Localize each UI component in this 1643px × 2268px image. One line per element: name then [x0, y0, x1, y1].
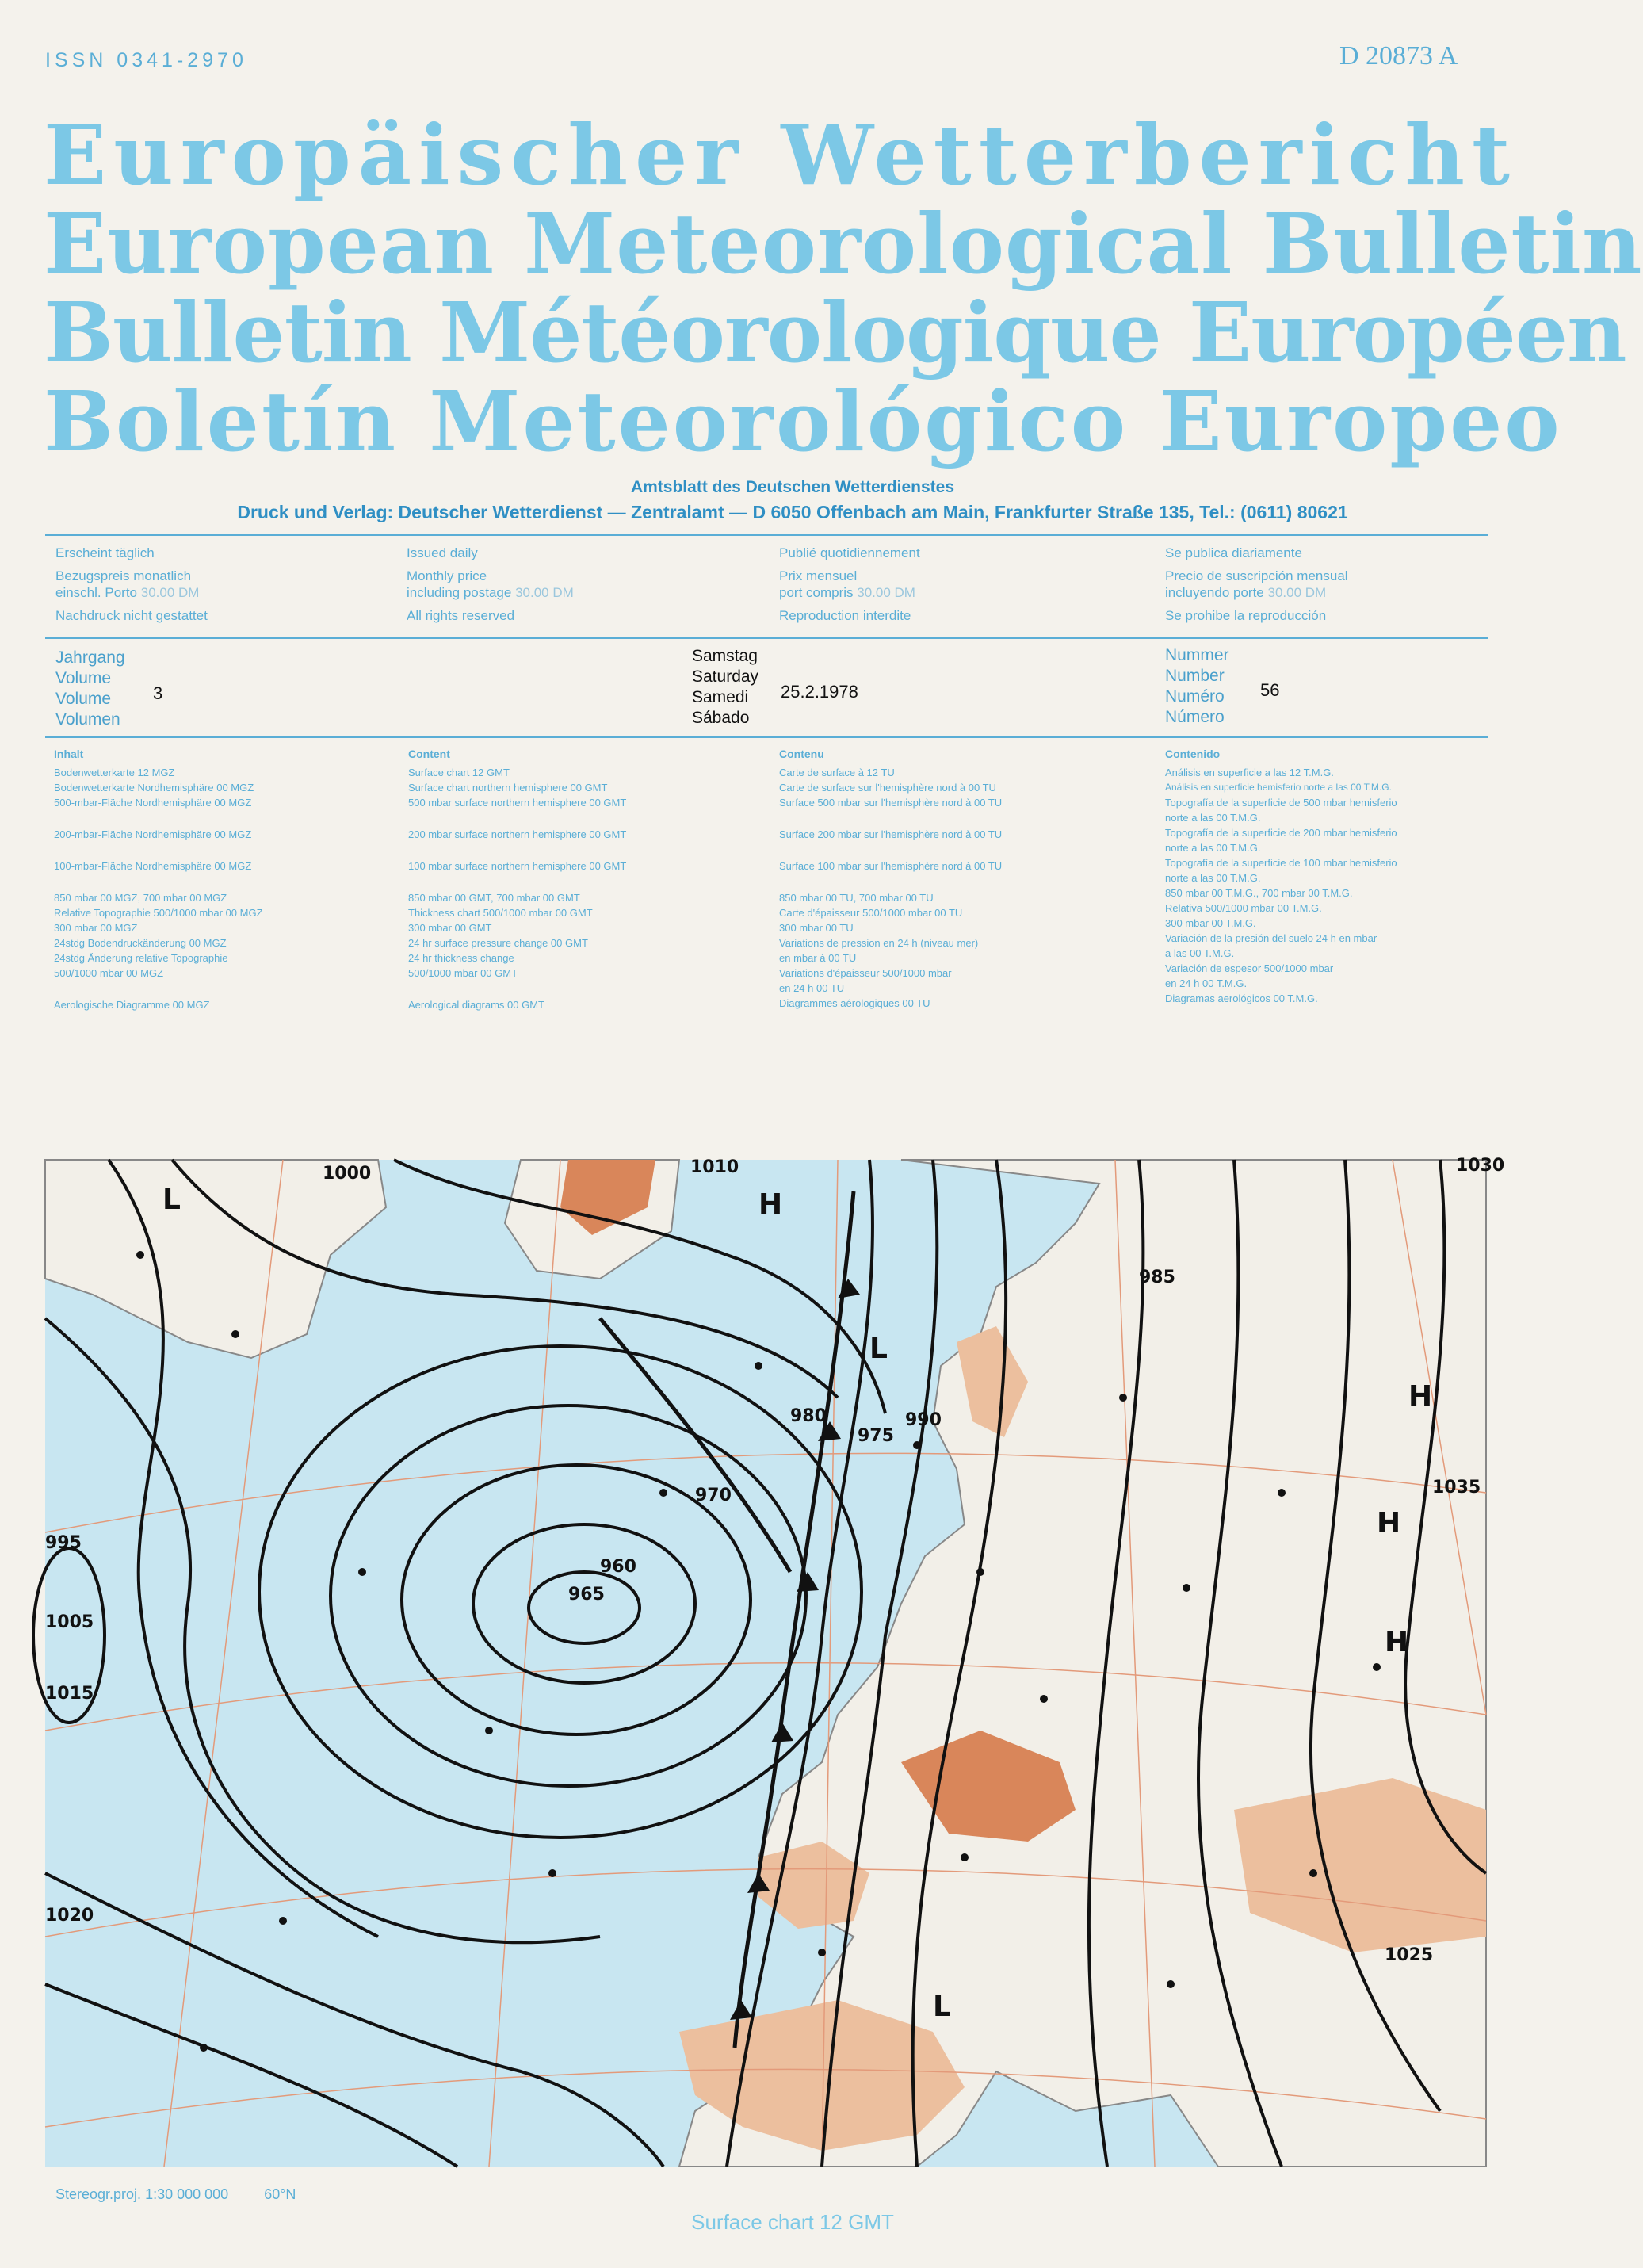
contents-item: Carte de surface sur l'hemisphère nord à 00 TU: [779, 782, 996, 794]
station-dot: [913, 1441, 921, 1449]
price-value: 30.00 DM: [140, 585, 200, 600]
weather-map-svg: [45, 1156, 1505, 2167]
contents-item: Surface chart 12 GMT: [408, 767, 510, 778]
station-dot: [1167, 1980, 1175, 1988]
number-labels: [1165, 645, 1229, 728]
contents-item: Topografía de la superficie de 200 mbar hemisferio: [1165, 827, 1397, 839]
price-label: Precio de suscripción mensual: [1165, 568, 1348, 583]
contents-en: [408, 747, 773, 1012]
high-center: H: [1377, 1507, 1401, 1539]
low-center: L: [869, 1333, 888, 1365]
contents-item: 500 mbar surface northern hemisphere 00 GMT: [408, 797, 627, 809]
isobar-label: 1015: [45, 1684, 94, 1704]
station-dot: [548, 1869, 556, 1877]
title-spanish: Boletín Meteorológico Europeo: [44, 373, 1562, 470]
station-dot: [485, 1727, 493, 1734]
volume-label: Jahrgang: [55, 648, 125, 667]
isobar-label: 985: [1139, 1268, 1175, 1287]
number-label: Number: [1165, 667, 1225, 685]
isobar-label: 1025: [1385, 1945, 1434, 1965]
contents-item: en mbar à 00 TU: [779, 952, 857, 964]
isobar-label: 1035: [1432, 1478, 1481, 1497]
day-labels: [692, 646, 758, 729]
projection-note: [55, 2186, 296, 2203]
title-german: Europäischer Wetterbericht: [44, 106, 1517, 204]
contents-item: Análisis en superficie hemisferio norte a las 00 T.M.G.: [1165, 782, 1392, 793]
contents-heading: Contenido: [1165, 748, 1221, 760]
station-dot: [1119, 1394, 1127, 1402]
frequency: Se publica diariamente: [1165, 545, 1302, 560]
contents-item: Aerologische Diagramme 00 MGZ: [54, 999, 210, 1011]
contents-item: Variación de la presión del suelo 24 h en mbar: [1165, 932, 1377, 944]
divider: [45, 637, 1488, 639]
contents-item: Variations d'épaisseur 500/1000 mbar: [779, 967, 952, 979]
contents-item: Surface chart northern hemisphere 00 GMT: [408, 782, 608, 794]
isobar-label: 965: [568, 1585, 605, 1604]
day-label: Saturday: [692, 667, 759, 686]
price-value: 30.00 DM: [515, 585, 574, 600]
publisher-line: Druck und Verlag: Deutscher Wetterdienst — Zentralamt — D 6050 Offenbach am Main, Frankfurter Straße 135, Tel.: (0611) 80621: [237, 502, 1348, 522]
station-dot: [1278, 1489, 1286, 1497]
station-dot: [1373, 1663, 1381, 1671]
isobar-label: 975: [858, 1426, 894, 1446]
projection-scale: Stereogr.proj. 1:30 000 000: [55, 2186, 229, 2202]
contents-item: 300 mbar 00 MGZ: [54, 922, 138, 934]
high-center: H: [1385, 1626, 1409, 1658]
postal-code: D 20873 A: [1339, 41, 1458, 71]
contents-heading: Contenu: [779, 748, 824, 760]
contents-item: norte a las 00 T.M.G.: [1165, 872, 1261, 884]
contents-item: 850 mbar 00 T.M.G., 700 mbar 00 T.M.G.: [1165, 887, 1353, 899]
rights: All rights reserved: [407, 608, 515, 623]
contents-item: en 24 h 00 TU: [779, 982, 845, 994]
rights: Se prohibe la reproducción: [1165, 608, 1327, 623]
contents-item: 500/1000 mbar 00 GMT: [408, 967, 518, 979]
station-dot: [976, 1568, 984, 1576]
contents-item: 300 mbar 00 T.M.G.: [1165, 917, 1256, 929]
station-dot: [136, 1251, 144, 1259]
contents-item: 850 mbar 00 TU, 700 mbar 00 TU: [779, 892, 934, 904]
day-label: Samstag: [692, 647, 758, 665]
contents-item: Relative Topographie 500/1000 mbar 00 MGZ: [54, 907, 263, 919]
contents-item: Análisis en superficie a las 12 T.M.G.: [1165, 767, 1334, 778]
surface-weather-map: [45, 1156, 1505, 2167]
station-dot: [818, 1949, 826, 1956]
contents-item: 300 mbar 00 GMT: [408, 922, 492, 934]
contents-item: Carte de surface à 12 TU: [779, 767, 895, 778]
contents-fr: [779, 747, 1144, 1011]
isobar-label: 970: [695, 1486, 732, 1505]
day-label: Sábado: [692, 709, 750, 727]
isobar-label: 995: [45, 1533, 82, 1553]
day-label: Samedi: [692, 688, 749, 706]
frequency: Erscheint täglich: [55, 545, 155, 560]
subscription-de: [55, 545, 404, 630]
contents-heading: Content: [408, 748, 450, 760]
high-center: H: [1408, 1380, 1433, 1413]
subscription-es: [1165, 545, 1514, 630]
issn-number: ISSN 0341-2970: [45, 49, 247, 71]
price-value: 30.00 DM: [857, 585, 915, 600]
subscription-fr: [779, 545, 1128, 630]
contents-es: [1165, 747, 1506, 1006]
station-dot: [1040, 1695, 1048, 1703]
official-gazette: Amtsblatt des Deutschen Wetterdienstes: [630, 478, 955, 496]
contents-item: a las 00 T.M.G.: [1165, 947, 1235, 959]
divider: [45, 534, 1488, 536]
isobar-label: 990: [905, 1410, 942, 1430]
issue-date: 25.2.1978: [781, 682, 858, 702]
contents-item: Bodenwetterkarte Nordhemisphäre 00 MGZ: [54, 782, 254, 794]
contents-item: en 24 h 00 T.M.G.: [1165, 977, 1248, 989]
title-english: European Meteorological Bulletin: [44, 195, 1643, 293]
contents-de: [54, 747, 418, 1012]
price-incl: einschl. Porto: [55, 585, 137, 600]
contents-item: 300 mbar 00 TU: [779, 922, 854, 934]
divider: [45, 736, 1488, 738]
contents-item: Topografía de la superficie de 100 mbar hemisferio: [1165, 857, 1397, 869]
contents-item: 24stdg Bodendruckänderung 00 MGZ: [54, 937, 227, 949]
price-label: Prix mensuel: [779, 568, 858, 583]
contents-item: Thickness chart 500/1000 mbar 00 GMT: [408, 907, 593, 919]
station-dot: [279, 1917, 287, 1925]
title-french: Bulletin Météorologique Européen: [44, 284, 1626, 381]
price-incl: including postage: [407, 585, 512, 600]
contents-item: Variations de pression en 24 h (niveau mer): [779, 937, 979, 949]
low-center: L: [162, 1184, 181, 1216]
isobar-label: 1020: [45, 1906, 94, 1926]
frequency: Issued daily: [407, 545, 478, 560]
number-label: Numéro: [1165, 687, 1225, 706]
station-dot: [231, 1330, 239, 1338]
isobar-label: 1030: [1456, 1156, 1505, 1176]
contents-item: Variación de espesor 500/1000 mbar: [1165, 962, 1334, 974]
price-label: Monthly price: [407, 568, 487, 583]
station-dot: [961, 1853, 969, 1861]
low-center: L: [933, 1991, 951, 2023]
volume-labels: [55, 648, 125, 730]
contents-item: 850 mbar 00 MGZ, 700 mbar 00 MGZ: [54, 892, 227, 904]
station-dot: [1309, 1869, 1317, 1877]
contents-item: 500/1000 mbar 00 MGZ: [54, 967, 164, 979]
contents-item: Topografía de la superficie de 500 mbar hemisferio: [1165, 797, 1397, 809]
contents-item: Surface 100 mbar sur l'hemisphère nord à 00 TU: [779, 860, 1003, 872]
high-center: H: [758, 1188, 783, 1221]
frequency: Publié quotidiennement: [779, 545, 920, 560]
contents-item: Bodenwetterkarte 12 MGZ: [54, 767, 175, 778]
contents-item: Diagrammes aérologiques 00 TU: [779, 997, 930, 1009]
subscription-en: [407, 545, 755, 630]
volume-label: Volume: [55, 690, 112, 708]
price-label: Bezugspreis monatlich: [55, 568, 192, 583]
isobar-label: 1005: [45, 1612, 94, 1632]
station-dot: [358, 1568, 366, 1576]
isobar-label: 1000: [323, 1164, 372, 1184]
rights: Nachdruck nicht gestattet: [55, 608, 208, 623]
volume-label: Volumen: [55, 710, 120, 729]
contents-item: 24 hr surface pressure change 00 GMT: [408, 937, 588, 949]
contents-item: 100-mbar-Fläche Nordhemisphäre 00 MGZ: [54, 860, 252, 872]
contents-item: Surface 200 mbar sur l'hemisphère nord à 00 TU: [779, 828, 1003, 840]
title-block: [44, 106, 1643, 470]
contents-item: Surface 500 mbar sur l'hemisphère nord à 00 TU: [779, 797, 1003, 809]
price-incl: incluyendo porte: [1165, 585, 1264, 600]
number-label: Nummer: [1165, 646, 1229, 664]
latitude-note: 60°N: [264, 2186, 296, 2202]
contents-item: 500-mbar-Fläche Nordhemisphäre 00 MGZ: [54, 797, 252, 809]
map-caption: Surface chart 12 GMT: [691, 2210, 894, 2234]
contents-heading: Inhalt: [54, 748, 84, 760]
contents-item: 100 mbar surface northern hemisphere 00 GMT: [408, 860, 627, 872]
station-dot: [200, 2044, 208, 2052]
station-dot: [659, 1489, 667, 1497]
contents-item: Aerological diagrams 00 GMT: [408, 999, 544, 1011]
price-value: 30.00 DM: [1267, 585, 1327, 600]
contents-item: 850 mbar 00 GMT, 700 mbar 00 GMT: [408, 892, 580, 904]
volume-value: 3: [153, 683, 163, 703]
contents-item: Relativa 500/1000 mbar 00 T.M.G.: [1165, 902, 1322, 914]
isobar-label: 960: [600, 1557, 636, 1577]
station-dot: [755, 1362, 762, 1370]
rights: Reproduction interdite: [779, 608, 911, 623]
isobar-label: 1010: [690, 1157, 739, 1177]
contents-item: Diagramas aerológicos 00 T.M.G.: [1165, 992, 1318, 1004]
volume-label: Volume: [55, 669, 112, 687]
price-incl: port compris: [779, 585, 854, 600]
contents-item: 24stdg Änderung relative Topographie: [54, 952, 228, 964]
number-label: Número: [1165, 708, 1225, 726]
station-dot: [1183, 1584, 1190, 1592]
contents-item: 24 hr thickness change: [408, 952, 514, 964]
contents-item: 200 mbar surface northern hemisphere 00 GMT: [408, 828, 627, 840]
isobar-label: 980: [790, 1406, 827, 1426]
issue-number: 56: [1260, 680, 1280, 700]
contents-item: norte a las 00 T.M.G.: [1165, 812, 1261, 824]
contents-item: 200-mbar-Fläche Nordhemisphäre 00 MGZ: [54, 828, 252, 840]
contents-item: Carte d'épaisseur 500/1000 mbar 00 TU: [779, 907, 963, 919]
contents-item: norte a las 00 T.M.G.: [1165, 842, 1261, 854]
